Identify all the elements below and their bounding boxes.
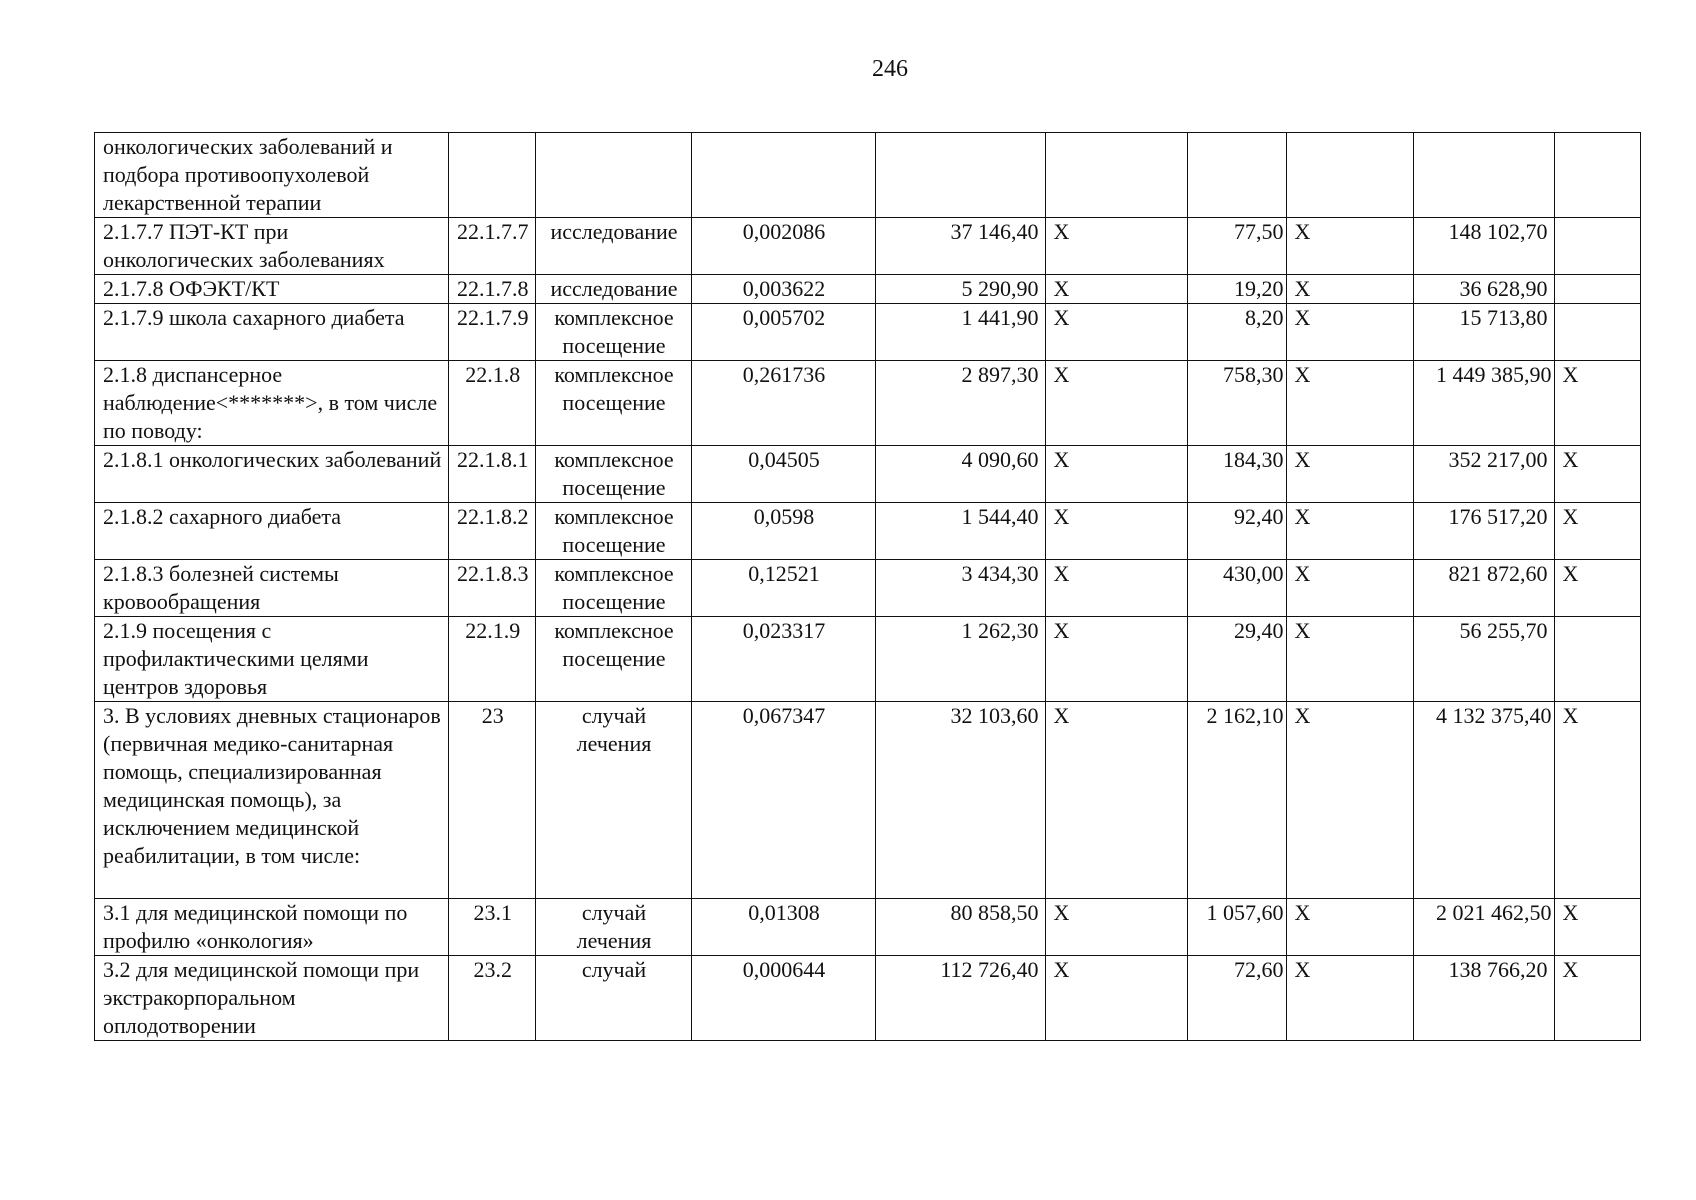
row-name: онкологических заболеваний и подбора противоопухолевой лекарственной терапии bbox=[95, 133, 449, 218]
row-cost bbox=[875, 133, 1045, 218]
row-col7: 19,20 bbox=[1187, 275, 1286, 304]
data-table bbox=[94, 132, 1641, 1041]
row-col7: 184,30 bbox=[1187, 446, 1286, 503]
row-unit: исследование bbox=[535, 275, 691, 304]
row-col8: Х bbox=[1286, 218, 1413, 275]
row-col6: Х bbox=[1045, 503, 1187, 560]
table-row bbox=[95, 218, 1641, 275]
row-col8: Х bbox=[1286, 617, 1413, 702]
row-col10 bbox=[1554, 304, 1640, 361]
row-name: 2.1.7.9 школа сахарного диабета bbox=[95, 304, 449, 361]
row-col6: Х bbox=[1045, 617, 1187, 702]
row-name: 2.1.8.1 онкологических заболеваний bbox=[95, 446, 449, 503]
row-col7: 92,40 bbox=[1187, 503, 1286, 560]
row-norm: 0,005702 bbox=[691, 304, 875, 361]
row-code: 22.1.8.1 bbox=[449, 446, 536, 503]
row-code: 22.1.7.7 bbox=[449, 218, 536, 275]
row-col7: 758,30 bbox=[1187, 361, 1286, 446]
table-row bbox=[95, 956, 1641, 1041]
row-code: 22.1.8.3 bbox=[449, 560, 536, 617]
row-col10: Х bbox=[1554, 899, 1640, 956]
table-row bbox=[95, 560, 1641, 617]
row-col9: 352 217,00 bbox=[1413, 446, 1554, 503]
row-norm: 0,067347 bbox=[691, 702, 875, 899]
row-col7 bbox=[1187, 133, 1286, 218]
row-col8 bbox=[1286, 133, 1413, 218]
row-cost: 2 897,30 bbox=[875, 361, 1045, 446]
row-col8: Х bbox=[1286, 304, 1413, 361]
row-norm: 0,000644 bbox=[691, 956, 875, 1041]
row-col9: 15 713,80 bbox=[1413, 304, 1554, 361]
row-norm: 0,023317 bbox=[691, 617, 875, 702]
row-col10 bbox=[1554, 133, 1640, 218]
page-number: 246 bbox=[872, 56, 908, 82]
row-col7: 430,00 bbox=[1187, 560, 1286, 617]
row-unit: исследование bbox=[535, 218, 691, 275]
row-col7: 77,50 bbox=[1187, 218, 1286, 275]
row-col7: 1 057,60 bbox=[1187, 899, 1286, 956]
row-name: 3.2 для медицинской помощи при экстракорпоральном оплодотворении bbox=[95, 956, 449, 1041]
row-col10: Х bbox=[1554, 503, 1640, 560]
table-row bbox=[95, 133, 1641, 218]
row-code: 23.2 bbox=[449, 956, 536, 1041]
row-col8: Х bbox=[1286, 361, 1413, 446]
row-col10: Х bbox=[1554, 702, 1640, 899]
row-col8: Х bbox=[1286, 702, 1413, 899]
row-name: 2.1.8.2 сахарного диабета bbox=[95, 503, 449, 560]
row-col6: Х bbox=[1045, 275, 1187, 304]
row-cost: 37 146,40 bbox=[875, 218, 1045, 275]
row-col9: 4 132 375,40 bbox=[1413, 702, 1554, 899]
row-cost: 112 726,40 bbox=[875, 956, 1045, 1041]
row-col10: Х bbox=[1554, 956, 1640, 1041]
row-name: 2.1.9 посещения с профилактическими целями центров здоровья bbox=[95, 617, 449, 702]
row-name: 2.1.8.3 болезней системы кровообращения bbox=[95, 560, 449, 617]
row-cost: 5 290,90 bbox=[875, 275, 1045, 304]
row-unit: комплексное посещение bbox=[535, 503, 691, 560]
row-col8: Х bbox=[1286, 275, 1413, 304]
row-name: 3. В условиях дневных стационаров (первичная медико-санитарная помощь, специализированная медицинская помощь), за исключением медицинской реабилитации, в том числе: bbox=[95, 702, 449, 899]
row-unit: комплексное посещение bbox=[535, 446, 691, 503]
row-col8: Х bbox=[1286, 503, 1413, 560]
table-row bbox=[95, 702, 1641, 899]
row-col9: 176 517,20 bbox=[1413, 503, 1554, 560]
row-col8: Х bbox=[1286, 899, 1413, 956]
row-col9: 821 872,60 bbox=[1413, 560, 1554, 617]
row-col7: 29,40 bbox=[1187, 617, 1286, 702]
row-col6: Х bbox=[1045, 560, 1187, 617]
row-unit: случай лечения bbox=[535, 899, 691, 956]
row-col6: Х bbox=[1045, 361, 1187, 446]
row-col9: 138 766,20 bbox=[1413, 956, 1554, 1041]
row-code: 22.1.9 bbox=[449, 617, 536, 702]
table-row bbox=[95, 361, 1641, 446]
row-code: 22.1.7.9 bbox=[449, 304, 536, 361]
row-col7: 2 162,10 bbox=[1187, 702, 1286, 899]
row-name: 2.1.7.8 ОФЭКТ/КТ bbox=[95, 275, 449, 304]
row-cost: 4 090,60 bbox=[875, 446, 1045, 503]
row-col10 bbox=[1554, 617, 1640, 702]
row-col9: 2 021 462,50 bbox=[1413, 899, 1554, 956]
row-unit: комплексное посещение bbox=[535, 361, 691, 446]
row-cost: 1 544,40 bbox=[875, 503, 1045, 560]
row-col8: Х bbox=[1286, 956, 1413, 1041]
row-norm: 0,002086 bbox=[691, 218, 875, 275]
row-unit: комплексное посещение bbox=[535, 617, 691, 702]
row-unit: случай лечения bbox=[535, 702, 691, 899]
row-code: 22.1.8 bbox=[449, 361, 536, 446]
row-col6: Х bbox=[1045, 304, 1187, 361]
table-row bbox=[95, 503, 1641, 560]
row-norm: 0,01308 bbox=[691, 899, 875, 956]
row-col7: 72,60 bbox=[1187, 956, 1286, 1041]
table-row bbox=[95, 446, 1641, 503]
row-name: 2.1.8 диспансерное наблюдение<*******>, в том числе по поводу: bbox=[95, 361, 449, 446]
row-norm: 0,0598 bbox=[691, 503, 875, 560]
table-row bbox=[95, 617, 1641, 702]
table-row bbox=[95, 304, 1641, 361]
row-col10 bbox=[1554, 275, 1640, 304]
row-col6 bbox=[1045, 133, 1187, 218]
row-norm bbox=[691, 133, 875, 218]
row-code: 22.1.7.8 bbox=[449, 275, 536, 304]
row-col9: 148 102,70 bbox=[1413, 218, 1554, 275]
row-col10: Х bbox=[1554, 446, 1640, 503]
row-col9: 36 628,90 bbox=[1413, 275, 1554, 304]
table-row bbox=[95, 899, 1641, 956]
table-row bbox=[95, 275, 1641, 304]
row-col8: Х bbox=[1286, 446, 1413, 503]
row-col6: Х bbox=[1045, 899, 1187, 956]
row-code: 23 bbox=[449, 702, 536, 899]
row-code: 22.1.8.2 bbox=[449, 503, 536, 560]
row-unit: комплексное посещение bbox=[535, 560, 691, 617]
row-col6: Х bbox=[1045, 956, 1187, 1041]
row-code: 23.1 bbox=[449, 899, 536, 956]
row-col10 bbox=[1554, 218, 1640, 275]
row-col6: Х bbox=[1045, 446, 1187, 503]
row-norm: 0,261736 bbox=[691, 361, 875, 446]
row-unit: комплексное посещение bbox=[535, 304, 691, 361]
row-col9 bbox=[1413, 133, 1554, 218]
row-col6: Х bbox=[1045, 218, 1187, 275]
row-cost: 1 441,90 bbox=[875, 304, 1045, 361]
row-col10: Х bbox=[1554, 361, 1640, 446]
row-col10: Х bbox=[1554, 560, 1640, 617]
row-col8: Х bbox=[1286, 560, 1413, 617]
row-cost: 3 434,30 bbox=[875, 560, 1045, 617]
row-name: 3.1 для медицинской помощи по профилю «онкология» bbox=[95, 899, 449, 956]
row-unit: случай bbox=[535, 956, 691, 1041]
row-cost: 1 262,30 bbox=[875, 617, 1045, 702]
row-name: 2.1.7.7 ПЭТ-КТ при онкологических заболеваниях bbox=[95, 218, 449, 275]
row-cost: 32 103,60 bbox=[875, 702, 1045, 899]
row-unit bbox=[535, 133, 691, 218]
row-norm: 0,003622 bbox=[691, 275, 875, 304]
row-norm: 0,12521 bbox=[691, 560, 875, 617]
row-col9: 56 255,70 bbox=[1413, 617, 1554, 702]
row-norm: 0,04505 bbox=[691, 446, 875, 503]
row-col6: Х bbox=[1045, 702, 1187, 899]
row-cost: 80 858,50 bbox=[875, 899, 1045, 956]
row-col7: 8,20 bbox=[1187, 304, 1286, 361]
row-col9: 1 449 385,90 bbox=[1413, 361, 1554, 446]
row-code bbox=[449, 133, 536, 218]
